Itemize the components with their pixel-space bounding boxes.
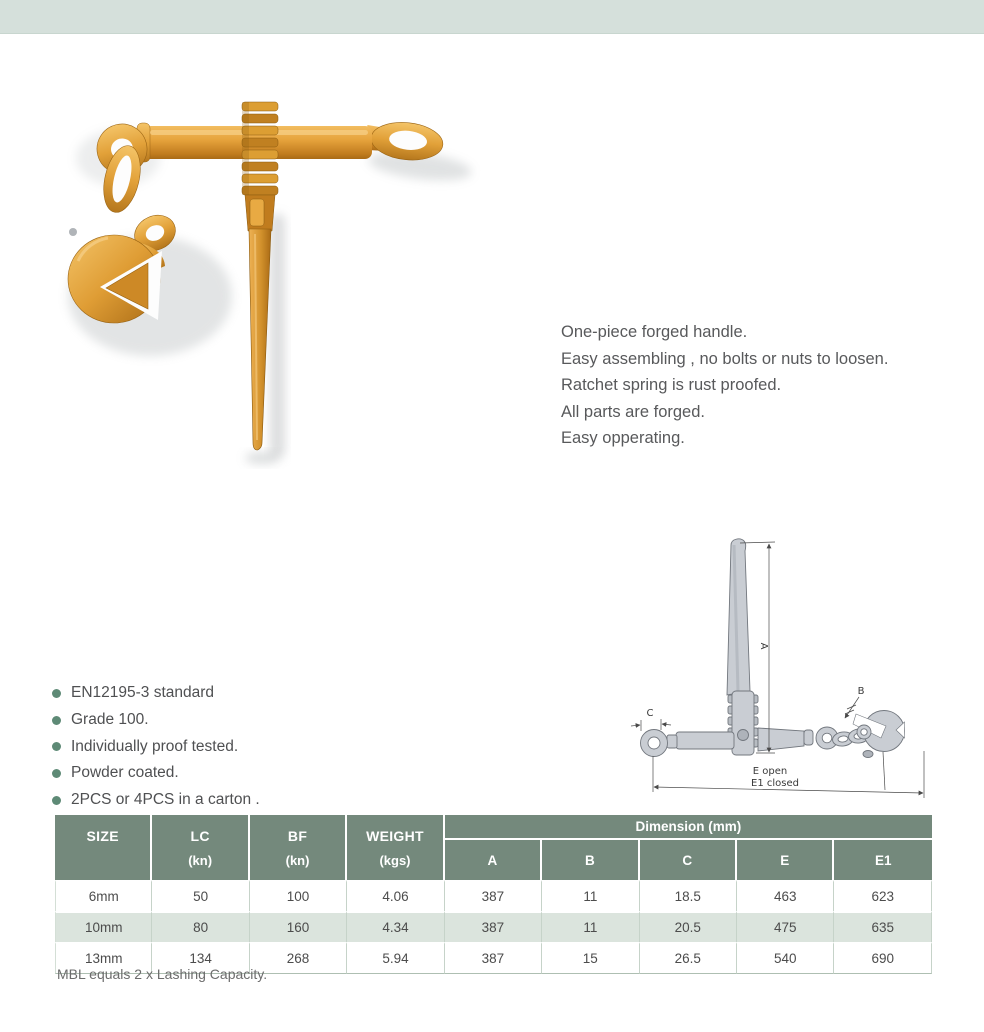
bullet-icon <box>52 716 61 725</box>
bullet-text: Individually proof tested. <box>71 737 239 755</box>
header-dimension-group: Dimension (mm) <box>445 815 932 840</box>
bullet-text: Powder coated. <box>71 764 179 782</box>
cell-dim-e1: 690 <box>834 942 932 974</box>
list-item <box>52 760 472 787</box>
bullet-icon <box>52 689 61 698</box>
bullet-icon <box>52 769 61 778</box>
feature-line: Easy assembling , no bolts or nuts to loosen. <box>561 349 889 368</box>
spec-table <box>55 815 932 974</box>
bullet-text: Grade 100. <box>71 711 149 729</box>
hook-pin <box>69 228 77 236</box>
table-footnote: MBL equals 2 x Lashing Capacity. <box>57 966 268 982</box>
header-label: WEIGHT <box>366 827 424 844</box>
header-unit <box>55 853 150 868</box>
cell-dim-a: 387 <box>445 911 542 942</box>
dim-label-a: A <box>758 642 769 650</box>
header-label: BF <box>287 827 308 844</box>
feature-line: Ratchet spring is rust proofed. <box>561 376 782 395</box>
cell-bf: 160 <box>250 911 347 942</box>
cell-size: 6mm <box>55 880 152 911</box>
cell-lc: 134 <box>152 942 249 974</box>
header-dim-b: B <box>542 840 639 880</box>
spec-bullet-list <box>52 680 472 813</box>
bullet-text: EN12195-3 standard <box>71 684 215 702</box>
dimension-labels <box>647 643 865 789</box>
bullet-icon <box>52 742 61 751</box>
cell-size: 10mm <box>55 911 152 942</box>
photo-handle <box>249 229 271 450</box>
header-unit: (kn) <box>285 852 310 868</box>
list-item <box>52 787 472 814</box>
cell-dim-e1: 635 <box>834 911 932 942</box>
list-item <box>52 707 472 734</box>
header-dim-e: E <box>737 840 835 880</box>
feature-line: One-piece forged handle. <box>561 323 748 341</box>
cell-dim-e: 463 <box>737 880 835 911</box>
dimension-drawing <box>628 525 938 805</box>
header-label: SIZE <box>86 827 119 844</box>
top-accent-bar <box>0 0 984 34</box>
cell-dim-c: 18.5 <box>640 880 737 911</box>
cell-weight: 4.34 <box>347 911 444 942</box>
header-lc <box>152 815 249 880</box>
header-dim-c: C <box>640 840 737 880</box>
cell-bf: 100 <box>250 880 347 911</box>
cell-dim-c: 26.5 <box>640 942 737 974</box>
table-row <box>55 880 932 911</box>
cell-dim-a: 387 <box>445 880 542 911</box>
header-label: LC <box>190 827 210 844</box>
list-item <box>52 680 472 707</box>
cell-dim-b: 11 <box>542 880 639 911</box>
cell-dim-e: 475 <box>737 911 835 942</box>
cell-weight: 5.94 <box>347 942 444 974</box>
cell-dim-b: 15 <box>542 942 639 974</box>
dim-label-e-open: E open <box>752 766 788 777</box>
bullet-icon <box>52 796 61 805</box>
header-size <box>55 815 152 880</box>
cell-dim-c: 20.5 <box>640 911 737 942</box>
header-dim-a: A <box>445 840 542 880</box>
dim-label-e1-closed: E1 closed <box>751 778 799 789</box>
header-dim-e1: E1 <box>834 840 932 880</box>
header-unit: (kn) <box>188 852 213 868</box>
cell-bf: 268 <box>250 942 347 974</box>
drawing-left-barrel <box>641 730 735 757</box>
dimension-lines <box>631 542 924 798</box>
cell-dim-e1: 623 <box>834 880 932 911</box>
feature-list <box>561 319 961 452</box>
cell-lc: 80 <box>152 911 249 942</box>
cell-weight: 4.06 <box>347 880 444 911</box>
drawing-right-assembly <box>758 711 905 758</box>
feature-line: Easy opperating. <box>561 429 685 448</box>
cell-dim-e: 540 <box>737 942 835 974</box>
dim-label-c: C <box>646 708 654 719</box>
header-bf <box>250 815 347 880</box>
dim-label-b: B <box>857 686 865 697</box>
cell-dim-b: 11 <box>542 911 639 942</box>
table-row <box>55 911 932 942</box>
bullet-text: 2PCS or 4PCS in a carton . <box>71 791 260 809</box>
feature-line: All parts are forged. <box>561 402 705 421</box>
cell-size: 13mm <box>55 942 152 974</box>
list-item <box>52 733 472 760</box>
cell-dim-a: 387 <box>445 942 542 974</box>
cell-lc: 50 <box>152 880 249 911</box>
photo-ratchet-gear <box>242 102 278 231</box>
header-unit: (kgs) <box>379 852 411 868</box>
header-weight <box>347 815 444 880</box>
product-photo-ratchet-load-binder <box>58 96 482 480</box>
